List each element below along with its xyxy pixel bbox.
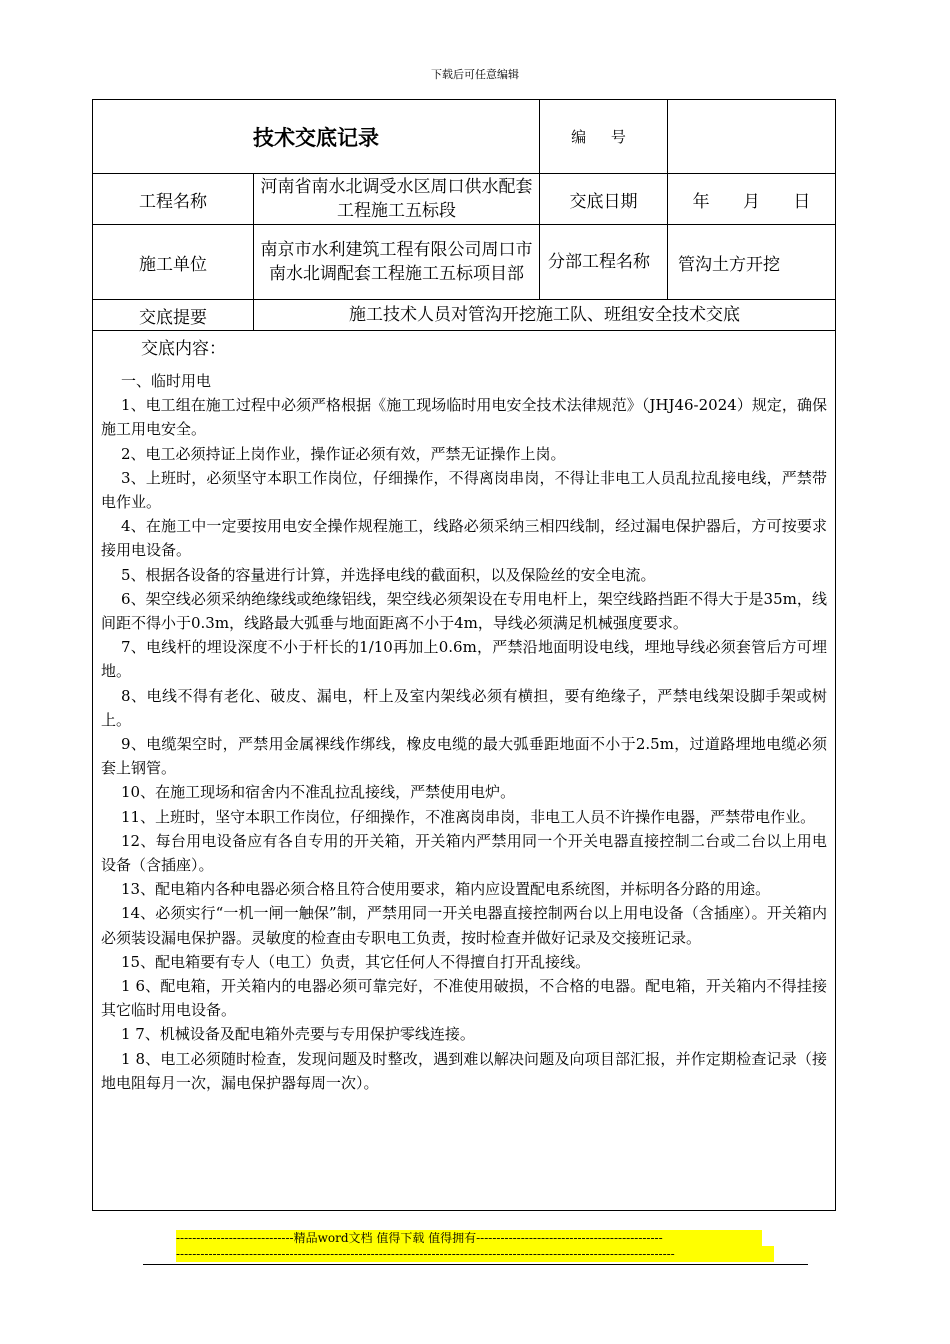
unit-label: 施工单位 bbox=[93, 225, 254, 300]
summary-value: 施工技术人员对管沟开挖施工队、班组安全技术交底 bbox=[254, 300, 836, 331]
content-paragraph: 一、临时用电 bbox=[121, 372, 212, 390]
footer-banner-rule: --------------------------------------------------------------------------------------------------------------------------- bbox=[176, 1246, 774, 1262]
footer-divider bbox=[143, 1264, 808, 1265]
summary-label: 交底提要 bbox=[93, 300, 254, 331]
footer-banner: -----------------------------精品word文档 值得下载 值得拥有---------------------------------------------- bbox=[176, 1230, 762, 1246]
content-paragraphs bbox=[101, 369, 827, 1095]
content-paragraph: 1 7、机械设备及配电箱外壳要与专用保护零线连接。 bbox=[121, 1025, 475, 1044]
code-label: 编 号 bbox=[540, 100, 668, 174]
content-paragraph: 9、电缆架空时，严禁用金属裸线作绑线，橡皮电缆的最大弧垂距地面不小于2.5m，过道路埋地电缆必须套上钢管。 bbox=[101, 735, 827, 778]
content-paragraph: 1 6、配电箱，开关箱内的电器必须可靠完好，不准使用破损，不合格的电器。配电箱，开关箱内不得挂接其它临时用电设备。 bbox=[101, 977, 827, 1020]
title-row bbox=[93, 100, 836, 174]
content-paragraph: 4、在施工中一定要按用电安全操作规程施工，线路必须采纳三相四线制，经过漏电保护器后，方可按要求接用电设备。 bbox=[101, 517, 827, 560]
unit-value: 南京市水利建筑工程有限公司周口市南水北调配套工程施工五标项目部 bbox=[254, 225, 540, 300]
date-label: 交底日期 bbox=[540, 174, 668, 225]
content-row bbox=[93, 331, 836, 1211]
content-label: 交底内容： bbox=[141, 339, 226, 359]
content-paragraph: 15、配电箱要有专人（电工）负责，其它任何人不得擅自打开乱接线。 bbox=[121, 952, 591, 971]
content-paragraph: 13、配电箱内各种电器必须合格且符合使用要求，箱内应设置配电系统图，并标明各分路的用途。 bbox=[121, 880, 771, 899]
content-paragraph: 1 8、电工必须随时检查，发现问题及时整改，遇到难以解决问题及向项目部汇报，并作定期检查记录（接地电阻每月一次，漏电保护器每周一次）。 bbox=[101, 1049, 827, 1092]
header-note: 下载后可任意编辑 bbox=[431, 68, 519, 81]
content-paragraph: 3、上班时，必须坚守本职工作岗位，仔细操作，不得离岗串岗，不得让非电工人员乱拉乱接电线，严禁带电作业。 bbox=[101, 468, 827, 512]
content-paragraph: 7、电线杆的埋设深度不小于杆长的1/10再加上0.6m，严禁沿地面明设电线，埋地导线必须套管后方可埋地。 bbox=[101, 638, 827, 681]
disclosure-form bbox=[92, 99, 836, 1211]
content-paragraph: 5、根据各设备的容量进行计算，并选择电线的截面积，以及保险丝的安全电流。 bbox=[121, 565, 656, 584]
content-paragraph: 8、电线不得有老化、破皮、漏电，杆上及室内架线必须有横担，要有绝缘子，严禁电线架设脚手架或树上。 bbox=[101, 686, 827, 729]
subproject-value: 管沟土方开挖 bbox=[668, 225, 836, 300]
form-title: 技术交底记录 bbox=[93, 100, 540, 174]
content-paragraph: 2、电工必须持证上岗作业，操作证必须有效，严禁无证操作上岗。 bbox=[121, 444, 566, 463]
unit-row bbox=[93, 225, 836, 300]
content-paragraph: 10、在施工现场和宿舍内不准乱拉乱接线，严禁使用电炉。 bbox=[121, 783, 516, 802]
content-cell bbox=[93, 331, 836, 1211]
content-paragraph: 12、每台用电设备应有各自专用的开关箱，开关箱内严禁用同一个开关电器直接控制二台或二台以上用电设备（含插座）。 bbox=[101, 831, 827, 875]
summary-row bbox=[93, 300, 836, 331]
date-value: 年 月 日 bbox=[668, 174, 836, 225]
project-name-label: 工程名称 bbox=[93, 174, 254, 225]
project-name-value: 河南省南水北调受水区周口供水配套工程施工五标段 bbox=[254, 174, 540, 225]
subproject-label: 分部工程名称 bbox=[540, 225, 668, 300]
content-paragraph: 6、架空线必须采纳绝缘线或绝缘铝线，架空线必须架设在专用电杆上，架空线路挡距不得大于是35m，线间距不得小于0.3m，线路最大弧垂与地面距离不小于4m，导线必须满足机械强度要求。 bbox=[101, 589, 827, 633]
content-paragraph: 14、必须实行“一机一闸一触保”制，严禁用同一开关电器直接控制两台以上用电设备（含插座）。开关箱内必须装设漏电保护器。灵敏度的检查由专职电工负责，按时检查并做好记录及交接班记录。 bbox=[101, 904, 827, 947]
project-row bbox=[93, 174, 836, 225]
content-paragraph: 11、上班时，坚守本职工作岗位，仔细操作，不准离岗串岗，非电工人员不许操作电器，严禁带电作业。 bbox=[121, 807, 816, 826]
content-paragraph: 1、电工组在施工过程中必须严格根据《施工现场临时用电安全技术法律规范》（JHJ46-2024）规定，确保施工用电安全。 bbox=[101, 396, 827, 439]
code-value bbox=[668, 100, 836, 174]
